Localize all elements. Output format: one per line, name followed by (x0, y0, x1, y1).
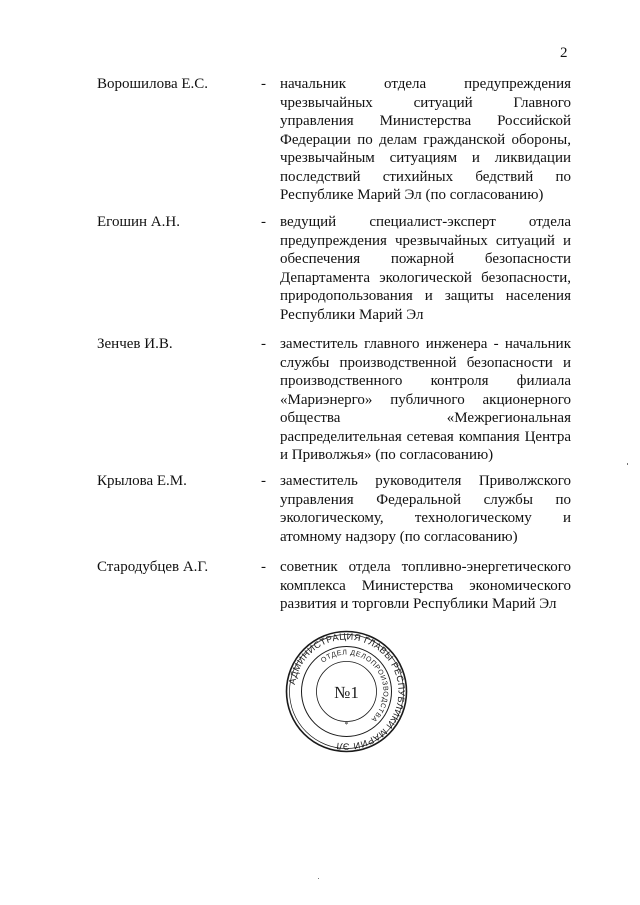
scan-speck (627, 463, 628, 465)
seal-outer-text: АДМИНИСТРАЦИЯ ГЛАВЫ РЕСПУБЛИКИ МАРИЙ ЭЛ (286, 631, 407, 752)
member-position: советник отдела топливно-энергетического комплекса Министерства экономического развития и торговли Республики Марий Эл (280, 559, 571, 612)
member-name: Зенчев И.В. (97, 336, 173, 352)
seal-star-icon: * (344, 720, 349, 729)
member-name: Стародубцев А.Г. (97, 559, 209, 575)
member-position: начальник отдела предупреждения чрезвычайных ситуаций Главного управления Министерства Российской Федерации по делам гражданской обороны, чрезвычайным ситуациям и ликвидации последствий стихийных бедствий по Республике Марий Эл (по согласованию) (280, 76, 571, 203)
member-position: ведущий специалист-эксперт отдела предупреждения чрезвычайных ситуаций и обеспечения пожарной безопасности Департамента экологической безопасности, природопользования и защиты населения Республики Марий Эл (280, 214, 571, 323)
member-dash: - (261, 473, 266, 489)
member-name: Крылова Е.М. (97, 473, 187, 489)
member-name: Ворошилова Е.С. (97, 76, 209, 92)
member-position: заместитель руководителя Приволжского управления Федеральной службы по экологическому, технологическому и атомному надзору (по согласованию) (280, 473, 571, 545)
official-seal (285, 630, 408, 753)
member-dash: - (261, 559, 266, 575)
seal-inner-text: ОТДЕЛ ДЕЛОПРОИЗВОДСТВА (319, 649, 389, 724)
page-number: 2 (560, 45, 568, 61)
member-position: заместитель главного инженера - начальник службы производственной безопасности и производственного контроля филиала «Мариэнерго» публичного акционерного общества «Межрегиональная распределительная сетевая компания Центра и Приволжья» (по согласованию) (280, 336, 571, 463)
member-dash: - (261, 76, 266, 92)
member-dash: - (261, 336, 266, 352)
seal-number: №1 (334, 683, 359, 702)
member-dash: - (261, 214, 266, 230)
scan-speck (318, 878, 319, 879)
member-name: Егошин А.Н. (97, 214, 180, 230)
